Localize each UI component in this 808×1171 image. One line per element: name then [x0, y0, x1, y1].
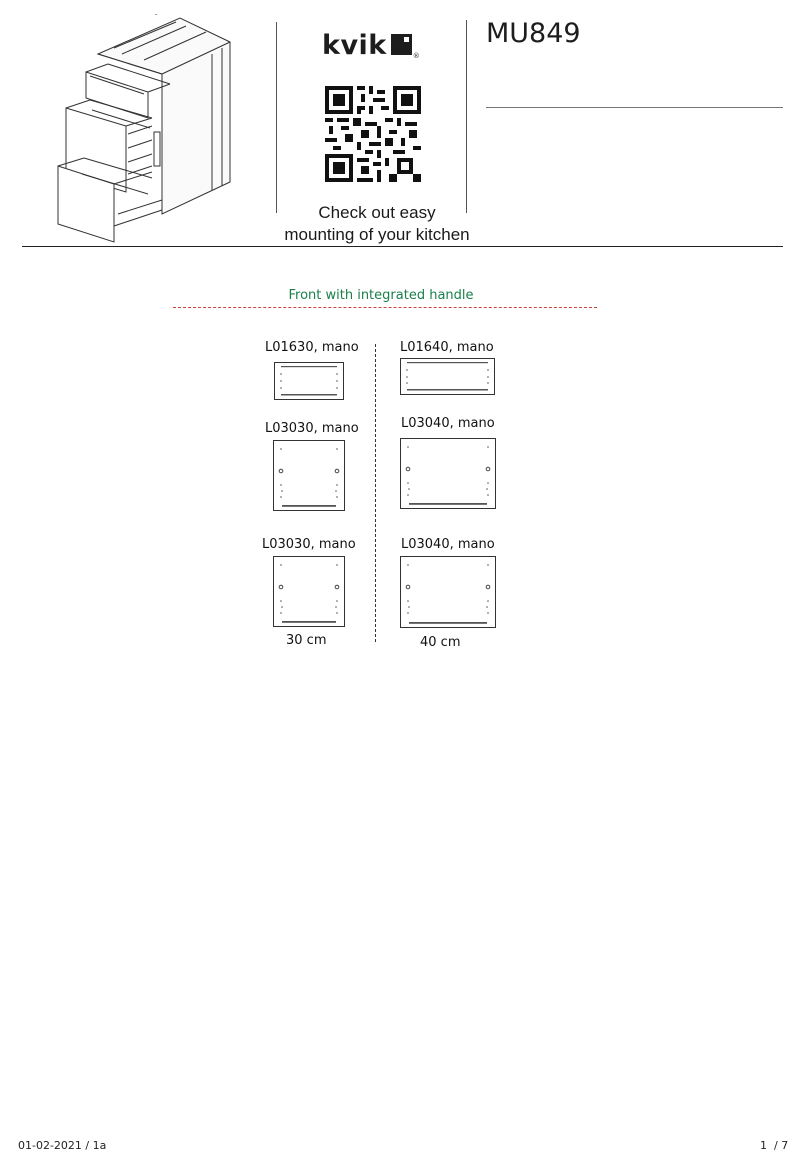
- front-code-left-2: L03030, mano: [265, 421, 359, 436]
- slogan-line-1: Check out easy: [318, 203, 436, 222]
- header-divider-right: [466, 20, 467, 213]
- model-underline: [486, 107, 783, 108]
- front-code-left-1: L01630, mano: [265, 340, 359, 355]
- slogan-line-2: mounting of your kitchen: [284, 225, 470, 244]
- front-code-right-3: L03040, mano: [401, 537, 495, 552]
- front-panel-left-2: [273, 440, 345, 511]
- header-rule: [22, 246, 783, 247]
- brand-logo-mark-icon: [391, 34, 412, 55]
- section-title: Front with integrated handle: [288, 288, 474, 303]
- front-code-right-2: L03040, mano: [401, 416, 495, 431]
- width-label-left: 30 cm: [286, 633, 327, 648]
- footer-page-number: 1 / 7: [760, 1139, 789, 1152]
- front-code-right-1: L01640, mano: [400, 340, 494, 355]
- brand-name: kvik: [322, 30, 387, 61]
- footer-date-revision: 01-02-2021 / 1a: [18, 1139, 107, 1152]
- front-panel-right-1: [400, 358, 495, 395]
- header-divider-left: [276, 22, 277, 213]
- front-panel-right-2: [400, 438, 496, 509]
- front-panel-right-3: [400, 556, 496, 628]
- front-code-left-3: L03030, mano: [262, 537, 356, 552]
- brand-logo: kvik ®: [322, 30, 421, 61]
- front-panel-left-1: [274, 362, 344, 400]
- model-number: MU849: [486, 18, 581, 49]
- column-divider: [375, 344, 376, 642]
- section-divider: [173, 307, 597, 308]
- front-panel-left-3: [273, 556, 345, 627]
- slogan: [270, 202, 484, 246]
- qr-code-icon[interactable]: [325, 86, 421, 182]
- cabinet-illustration: [52, 14, 238, 246]
- width-label-right: 40 cm: [420, 635, 461, 650]
